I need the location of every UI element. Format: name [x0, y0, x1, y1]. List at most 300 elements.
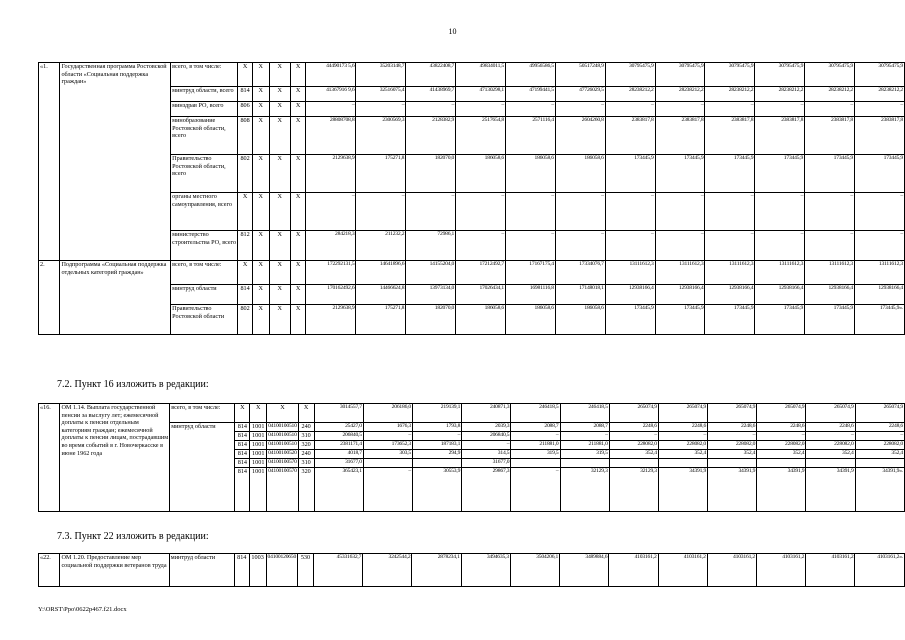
value-cell: 173445,9 [805, 155, 855, 193]
value-cell: – [708, 432, 757, 441]
value-cell: 3504206,1 [510, 554, 559, 587]
grbs-code: 806 [238, 102, 253, 117]
value-cell: 265074,9 [855, 404, 904, 423]
value-cell: 173445,9 [755, 305, 805, 335]
value-cell: 31677,0 [462, 459, 511, 468]
grbs-code: 814 [234, 554, 249, 587]
value-cell: 17167175,4 [506, 261, 556, 285]
value-cell: 352,4 [609, 450, 658, 459]
item-22-table [38, 553, 905, 587]
value-cell: 186058,6 [506, 155, 556, 193]
value-cell: 12938166,4 [655, 285, 705, 305]
value-cell: 228082,0 [806, 441, 855, 450]
rz-code: Х [253, 305, 270, 335]
value-cell [855, 459, 904, 468]
rz-code: 1001 [250, 432, 267, 441]
value-cell: 2129638,9 [306, 305, 356, 335]
value-cell: – [855, 102, 905, 117]
value-cell: 265074,9 [708, 404, 757, 423]
value-cell: 28238212,2 [855, 87, 905, 102]
value-cell: 45331632,7 [313, 554, 362, 587]
csr-code: Х [269, 87, 290, 102]
value-cell: – [406, 193, 456, 231]
value-cell: 319,5 [511, 450, 560, 459]
value-cell: 365423,1 [314, 468, 363, 512]
grbs-code: 802 [238, 305, 253, 335]
value-cell: 4103161,2 [609, 554, 658, 587]
value-cell: – [306, 193, 356, 231]
grbs-code: 814 [235, 423, 250, 432]
value-cell: 240871,3 [462, 404, 511, 423]
value-cell: 228082,0 [658, 441, 707, 450]
value-cell: – [560, 432, 609, 441]
value-cell: 186058,6 [555, 305, 605, 335]
value-cell: 44490173 5,6 [306, 63, 356, 87]
value-cell: – [555, 193, 605, 231]
value-cell: 2248,6 [757, 423, 806, 432]
value-cell: 186058,6 [456, 155, 506, 193]
value-cell: 2517654,8 [456, 117, 506, 155]
value-cell [560, 459, 609, 468]
grbs-code: 814 [235, 459, 250, 468]
value-cell: 30795475,9 [855, 63, 905, 87]
value-cell: 186058,6 [506, 305, 556, 335]
value-cell: 32129,3 [560, 468, 609, 512]
value-cell: – [757, 432, 806, 441]
value-cell: 206186,0 [363, 404, 412, 423]
grbs-code: 812 [238, 231, 253, 261]
grbs-code: 814 [235, 441, 250, 450]
value-cell: – [705, 102, 755, 117]
value-cell [413, 459, 462, 468]
value-cell: 2088,7 [560, 423, 609, 432]
value-cell: 3489884,6 [560, 554, 609, 587]
footer-file-path: Y:\ORST\Ppo\0622p467.f21.docx [38, 606, 127, 613]
value-cell: 3014557,7 [314, 404, 363, 423]
value-cell [708, 459, 757, 468]
value-cell: 12938166,4 [855, 285, 905, 305]
table-row [39, 554, 905, 587]
value-cell: 170162492,6 [306, 285, 356, 305]
value-cell [363, 459, 412, 468]
value-cell: 173445,9 [705, 305, 755, 335]
csr-code: Х [269, 63, 290, 87]
vr-code: 530 [298, 554, 314, 587]
value-cell: – [755, 193, 805, 231]
value-cell: 265074,9 [806, 404, 855, 423]
value-cell: 14641896,6 [356, 261, 406, 285]
value-cell: 17026434,1 [456, 285, 506, 305]
value-cell: 32129,3 [609, 468, 658, 512]
value-cell: 206840,5 [462, 432, 511, 441]
rz-code: 1001 [250, 423, 267, 432]
rz-code: Х [253, 193, 270, 231]
value-cell: 352,4 [806, 450, 855, 459]
grbs-code: Х [238, 63, 253, 87]
vr-code: Х [290, 117, 306, 155]
value-cell: 2248,6 [806, 423, 855, 432]
value-cell: 352,4 [708, 450, 757, 459]
value-cell: 219139,1 [413, 404, 462, 423]
value-cell: – [755, 102, 805, 117]
grbs-code: Х [235, 404, 250, 423]
value-cell: – [406, 102, 456, 117]
value-cell: 3242544,2 [363, 554, 412, 587]
executor-cell: органы местного самоуправления, всего [171, 193, 238, 231]
value-cell: 13111612,3 [805, 261, 855, 285]
value-cell: 2381171,4 [314, 441, 363, 450]
grbs-code: 814 [235, 450, 250, 459]
value-cell: – [456, 102, 506, 117]
row-number: «16. [39, 404, 60, 512]
rz-code: 1001 [250, 459, 267, 468]
value-cell: 2383817,8 [755, 117, 805, 155]
executor-cell: министерство строительства РО, всего [171, 231, 238, 261]
value-cell: 2383817,8 [605, 117, 655, 155]
vr-code: 310 [298, 459, 314, 468]
value-cell: 2129638,9 [306, 155, 356, 193]
value-cell: – [363, 468, 412, 512]
value-cell: 2604260,8 [555, 117, 605, 155]
value-cell: 182070,0 [406, 305, 456, 335]
value-cell: 30795475,9 [755, 63, 805, 87]
value-cell: 2300569,3 [356, 117, 406, 155]
value-cell: – [655, 193, 705, 231]
value-cell: 175271,8 [356, 155, 406, 193]
value-cell: 4103161,2 [756, 554, 805, 587]
value-cell: – [363, 432, 412, 441]
value-cell [609, 459, 658, 468]
executor-cell: минтруд области, всего [171, 87, 238, 102]
value-cell: 30795475,9 [705, 63, 755, 87]
value-cell: 265074,9 [658, 404, 707, 423]
value-cell [806, 459, 855, 468]
value-cell: – [356, 193, 406, 231]
executor-cell: Правительство Ростовской области, всего [171, 155, 238, 193]
value-cell: 13973134,0 [406, 285, 456, 305]
csr-code: Х [269, 261, 290, 285]
value-cell: – [506, 193, 556, 231]
program-table [38, 62, 905, 335]
value-cell: 2088,7 [511, 423, 560, 432]
value-cell: 72986,1 [406, 231, 456, 261]
value-cell: – [605, 102, 655, 117]
csr-code: Х [269, 155, 290, 193]
value-cell: 284218,3 [306, 231, 356, 261]
program-name: Государственная программа Ростовской области «Социальная поддержка граждан» [60, 63, 171, 261]
value-cell: 29867,3 [462, 468, 511, 512]
vr-code: 240 [298, 450, 314, 459]
executor-cell: всего, в том числе: [170, 404, 235, 423]
value-cell [511, 459, 560, 468]
value-cell: 1793,8 [413, 423, 462, 432]
csr-code: 04100100520 [267, 450, 299, 459]
value-cell: – [855, 193, 905, 231]
value-cell: 12938166,4 [605, 285, 655, 305]
value-cell: 28238212,2 [805, 87, 855, 102]
vr-code: Х [290, 87, 306, 102]
value-cell: 14155204,0 [406, 261, 456, 285]
rz-code: Х [253, 285, 270, 305]
value-cell: 265074,9 [609, 404, 658, 423]
item-16-table [38, 403, 905, 512]
csr-code: 04100120650 [266, 554, 298, 587]
value-cell: 2248,6 [708, 423, 757, 432]
csr-code: Х [267, 404, 299, 423]
value-cell: 1676,3 [363, 423, 412, 432]
value-cell: 35203148,7 [356, 63, 406, 87]
value-cell: – [605, 193, 655, 231]
executor-cell: минобразование Ростовской области, всего [171, 117, 238, 155]
value-cell: 2571116,4 [506, 117, 556, 155]
rz-code: Х [250, 404, 267, 423]
value-cell: 314,5 [462, 450, 511, 459]
value-cell: – [655, 102, 705, 117]
value-cell [658, 459, 707, 468]
executor-cell: всего, в том числе: [171, 261, 238, 285]
value-cell: – [506, 231, 556, 261]
value-cell: 173445,9 [605, 305, 655, 335]
value-cell: – [755, 231, 805, 261]
value-cell: 16981116,8 [506, 285, 556, 305]
value-cell: 13111612,3 [705, 261, 755, 285]
value-cell: 28238212,2 [705, 87, 755, 102]
value-cell: 17212492,7 [456, 261, 506, 285]
value-cell: 13111612,3 [655, 261, 705, 285]
value-cell: 187183,1 [413, 441, 462, 450]
csr-code: Х [269, 117, 290, 155]
value-cell: 4103161,2 [707, 554, 756, 587]
value-cell: – [555, 102, 605, 117]
value-cell: 211881,0 [511, 441, 560, 450]
measure-name: ОМ 1.14. Выплата государственной пенсии за выслугу лет; ежемесячной доплаты к пенсии отдельным категориям граждан; ежемесячной доплаты к пенсии лицам, пострадавшим во время событий в г. Новочеркасске в июне 1962 года [60, 404, 170, 512]
rz-code: Х [253, 102, 270, 117]
value-cell: 206840,5 [314, 432, 363, 441]
value-cell: 34391,9 [806, 468, 855, 512]
value-cell: 319,5 [560, 450, 609, 459]
value-cell: 49956586,5 [506, 63, 556, 87]
rz-code: 1001 [250, 468, 267, 512]
vr-code: Х [298, 404, 314, 423]
value-cell: 3494635,3 [461, 554, 510, 587]
value-cell: 13111612,3 [755, 261, 805, 285]
grbs-code: Х [238, 261, 253, 285]
grbs-code: 802 [238, 155, 253, 193]
value-cell: 246418,5 [560, 404, 609, 423]
value-cell: 13111612,3 [855, 261, 905, 285]
value-cell: 4103161,2 [806, 554, 855, 587]
value-cell: 17334076,7 [555, 261, 605, 285]
value-cell: – [413, 432, 462, 441]
value-cell: 182070,0 [406, 155, 456, 193]
value-cell: – [609, 432, 658, 441]
value-cell: 49834011,5 [456, 63, 506, 87]
vr-code: Х [290, 155, 306, 193]
value-cell: 34391,9 [757, 468, 806, 512]
value-cell: 294,9 [413, 450, 462, 459]
value-cell: 30553,9 [413, 468, 462, 512]
value-cell: 173445,9 [655, 155, 705, 193]
vr-code: Х [290, 63, 306, 87]
value-cell: 211881,0 [560, 441, 609, 450]
heading-7-3: 7.3. Пункт 22 изложить в редакции: [57, 531, 209, 542]
csr-code: Х [269, 305, 290, 335]
value-cell: – [805, 231, 855, 261]
rz-code: Х [253, 63, 270, 87]
vr-code: Х [290, 193, 306, 231]
vr-code: 310 [298, 432, 314, 441]
value-cell: 34391,9». [855, 468, 904, 512]
value-cell: 173652,3 [363, 441, 412, 450]
value-cell: 2248,6 [855, 423, 904, 432]
value-cell: 303,5 [363, 450, 412, 459]
value-cell: 30795475,9 [805, 63, 855, 87]
value-cell: – [805, 102, 855, 117]
value-cell: 352,4 [658, 450, 707, 459]
value-cell: 173445,9». [855, 305, 905, 335]
value-cell: 173445,9 [655, 305, 705, 335]
value-cell: – [511, 468, 560, 512]
value-cell: – [356, 102, 406, 117]
value-cell: 25427,0 [314, 423, 363, 432]
value-cell: – [658, 432, 707, 441]
value-cell: 50517248,9 [555, 63, 605, 87]
executor-cell: всего, в том числе: [171, 63, 238, 87]
value-cell: 2248,6 [609, 423, 658, 432]
value-cell: 43822408,7 [406, 63, 456, 87]
value-cell: 175271,8 [356, 305, 406, 335]
table-row [39, 261, 905, 285]
vr-code: 320 [298, 468, 314, 512]
grbs-code: 814 [238, 285, 253, 305]
value-cell: 211232,2 [356, 231, 406, 261]
value-cell: 186058,6 [555, 155, 605, 193]
value-cell: 228082,0 [757, 441, 806, 450]
value-cell: 47199441,5 [506, 87, 556, 102]
program-name: Подпрограмма «Социальная поддержка отдельных категорий граждан» [60, 261, 171, 335]
value-cell: 2383817,8 [655, 117, 705, 155]
vr-code: Х [290, 231, 306, 261]
value-cell: – [705, 231, 755, 261]
value-cell [757, 459, 806, 468]
value-cell: 28238212,2 [605, 87, 655, 102]
value-cell: 2878234,1 [412, 554, 461, 587]
row-number: 2. [39, 261, 60, 335]
value-cell: – [462, 441, 511, 450]
rz-code: Х [253, 231, 270, 261]
vr-code: Х [290, 285, 306, 305]
value-cell: 28808708,8 [306, 117, 356, 155]
value-cell: 265074,9 [757, 404, 806, 423]
value-cell: 31677,0 [314, 459, 363, 468]
value-cell: 2383817,8 [855, 117, 905, 155]
vr-code: 320 [298, 441, 314, 450]
rz-code: 1001 [250, 450, 267, 459]
value-cell: 28238212,2 [755, 87, 805, 102]
value-cell: 34391,9 [708, 468, 757, 512]
value-cell: – [306, 102, 356, 117]
rz-code: Х [253, 117, 270, 155]
table-row [39, 63, 905, 87]
page-number: 10 [448, 27, 457, 36]
value-cell: 12938166,4 [755, 285, 805, 305]
executor-cell: минтруд области [170, 423, 235, 512]
rz-code: Х [253, 155, 270, 193]
vr-code: Х [290, 261, 306, 285]
value-cell: 47130298,1 [456, 87, 506, 102]
value-cell: 30795475,9 [655, 63, 705, 87]
value-cell: – [655, 231, 705, 261]
value-cell: 173445,9 [855, 155, 905, 193]
value-cell: 28238212,2 [655, 87, 705, 102]
vr-code: Х [290, 102, 306, 117]
executor-cell: минздрав РО, всего [171, 102, 238, 117]
value-cell: 32516075,4 [356, 87, 406, 102]
csr-code: Х [269, 285, 290, 305]
value-cell: 4103161,2 [658, 554, 707, 587]
value-cell: – [555, 231, 605, 261]
grbs-code: Х [238, 193, 253, 231]
rz-code: 1001 [250, 441, 267, 450]
csr-code: Х [269, 231, 290, 261]
csr-code: Х [269, 102, 290, 117]
value-cell: 14466624,8 [356, 285, 406, 305]
value-cell: 12938166,4 [805, 285, 855, 305]
csr-code: Х [269, 193, 290, 231]
value-cell: 12938166,4 [705, 285, 755, 305]
value-cell: – [806, 432, 855, 441]
value-cell: 228082,0 [855, 441, 904, 450]
rz-code: Х [253, 261, 270, 285]
grbs-code: 814 [235, 468, 250, 512]
value-cell: 173445,9 [755, 155, 805, 193]
value-cell: 173445,9 [805, 305, 855, 335]
value-cell: 4018,7 [314, 450, 363, 459]
value-cell: 17148018,1 [555, 285, 605, 305]
value-cell: 13111612,3 [605, 261, 655, 285]
value-cell: – [855, 231, 905, 261]
value-cell: 246418,5 [511, 404, 560, 423]
value-cell: – [506, 102, 556, 117]
table-row [39, 404, 905, 423]
value-cell: 2248,6 [658, 423, 707, 432]
vr-code: 240 [298, 423, 314, 432]
executor-cell: минтруд области [169, 554, 234, 587]
value-cell: 47726029,5 [555, 87, 605, 102]
value-cell: – [456, 231, 506, 261]
value-cell: 30795475,9 [605, 63, 655, 87]
value-cell: 228082,0 [609, 441, 658, 450]
value-cell: – [705, 193, 755, 231]
grbs-code: 808 [238, 117, 253, 155]
grbs-code: 814 [235, 432, 250, 441]
value-cell: 2128382,9 [406, 117, 456, 155]
grbs-code: 814 [238, 87, 253, 102]
value-cell: – [511, 432, 560, 441]
value-cell: – [456, 193, 506, 231]
vr-code: Х [290, 305, 306, 335]
value-cell: 172292131,5 [306, 261, 356, 285]
value-cell: 228082,0 [708, 441, 757, 450]
value-cell: 41438969,7 [406, 87, 456, 102]
row-number: «1. [39, 63, 60, 261]
csr-code: 04100100570 [267, 459, 299, 468]
value-cell: 352,4 [757, 450, 806, 459]
value-cell: – [855, 432, 904, 441]
row-number: «22. [39, 554, 60, 587]
value-cell: 186058,6 [456, 305, 506, 335]
executor-cell: минтруд области [171, 285, 238, 305]
